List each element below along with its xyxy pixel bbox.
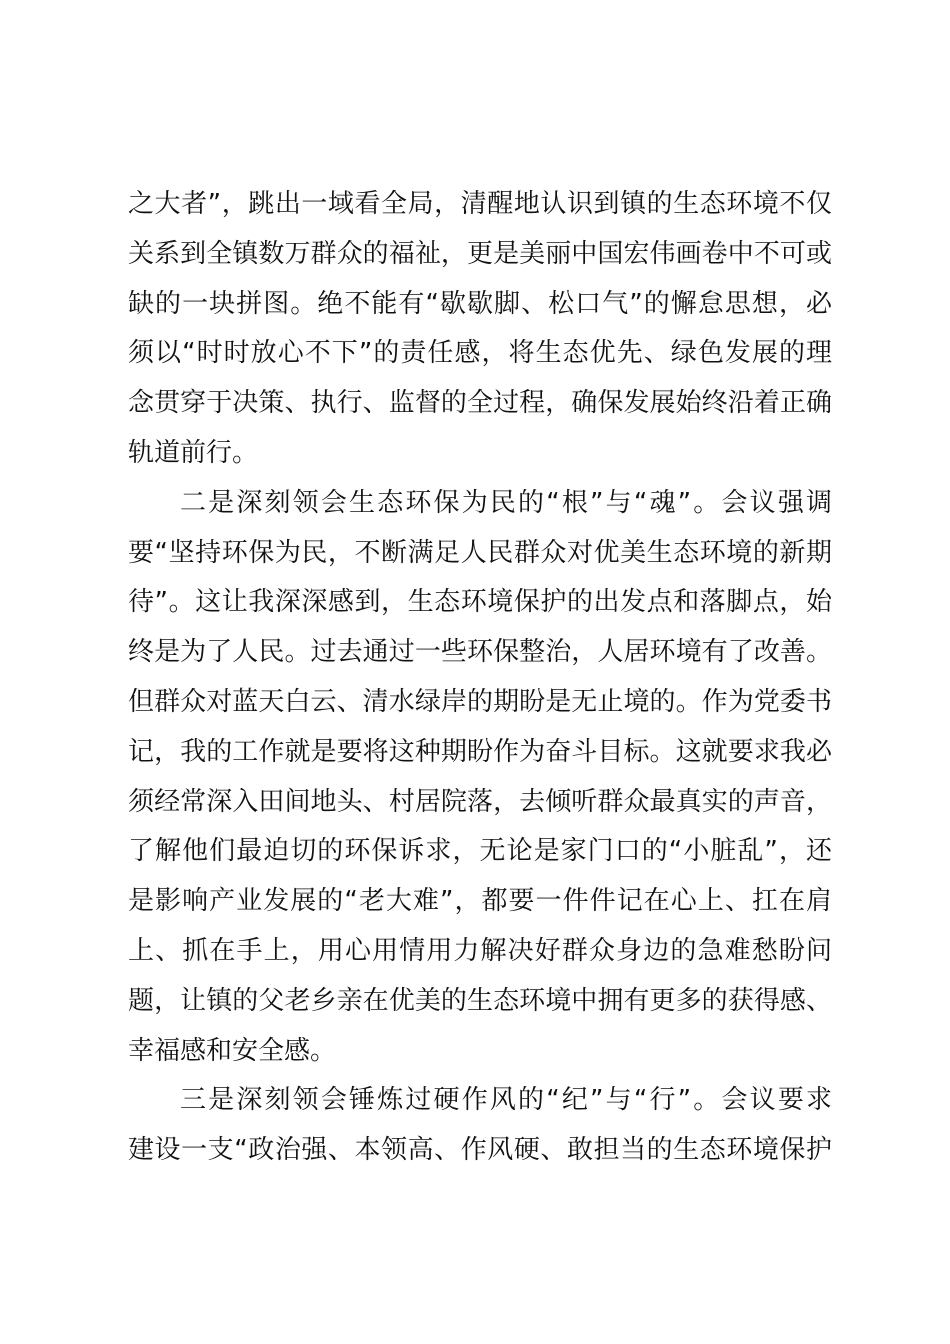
text-line: 缺的一块拼图。绝不能有“歇歇脚、松口气”的懈怠思想，必 [128, 288, 832, 319]
text-line: 幸福感和安全感。 [128, 1035, 337, 1066]
text-line: 轨道前行。 [128, 437, 259, 468]
text-line: 题，让镇的父老乡亲在优美的生态环境中拥有更多的获得感、 [128, 985, 832, 1016]
text-line: 建设一支“政治强、本领高、作风硬、敢担当的生态环境保护 [128, 1135, 832, 1166]
document-body [128, 180, 832, 1176]
text-line: 念贯穿于决策、执行、监督的全过程，确保发展始终沿着正确 [128, 388, 832, 419]
paragraph-heading-line: 三是深刻领会锤炼过硬作风的“纪”与“行”。会议要求 [180, 1085, 832, 1116]
text-line: 关系到全镇数万群众的福祉，更是美丽中国宏伟画卷中不可或 [128, 238, 832, 269]
text-line: 但群众对蓝天白云、清水绿岸的期盼是无止境的。作为党委书 [128, 686, 832, 717]
text-line: 终是为了人民。过去通过一些环保整治，人居环境有了改善。 [128, 637, 832, 668]
text-line: 要“坚持环保为民，不断满足人民群众对优美生态环境的新期 [128, 537, 832, 568]
text-line: 是影响产业发展的“老大难”，都要一件件记在心上、扛在肩 [128, 886, 832, 917]
text-line: 上、抓在手上，用心用情用力解决好群众身边的急难愁盼问 [128, 935, 832, 966]
text-line: 了解他们最迫切的环保诉求，无论是家门口的“小脏乱”，还 [128, 836, 832, 867]
text-line: 须经常深入田间地头、村居院落，去倾听群众最真实的声音， [128, 786, 832, 817]
text-line: 待”。这让我深深感到，生态环境保护的出发点和落脚点，始 [128, 587, 832, 618]
text-line: 之大者”，跳出一域看全局，清醒地认识到镇的生态环境不仅 [128, 189, 832, 219]
paragraph-heading-line: 二是深刻领会生态环保为民的“根”与“魂”。会议强调 [180, 487, 832, 518]
text-line: 须以“时时放心不下”的责任感，将生态优先、绿色发展的理 [128, 338, 832, 369]
text-line: 记，我的工作就是要将这种期盼作为奋斗目标。这就要求我必 [128, 736, 832, 767]
